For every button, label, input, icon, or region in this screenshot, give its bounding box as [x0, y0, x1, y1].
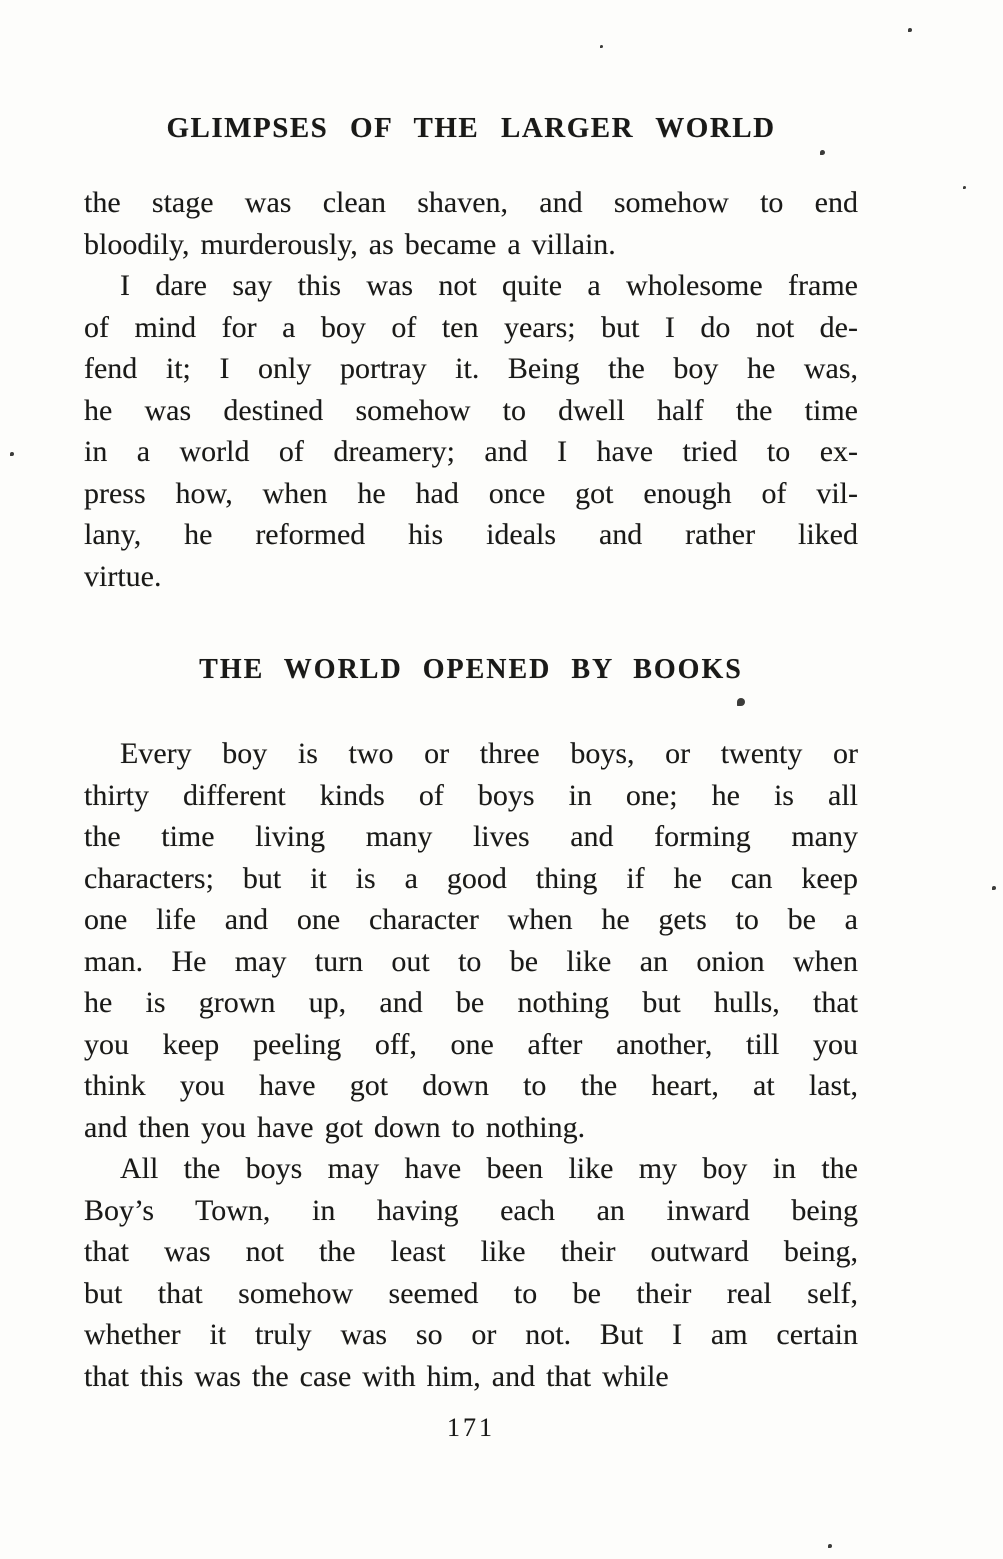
- text-line: one life and one character when he gets to be a: [84, 903, 858, 936]
- ink-speck: [963, 186, 966, 189]
- ink-speck: [737, 698, 745, 706]
- text-line: thirty different kinds of boys in one; he is all: [84, 778, 858, 812]
- text-line: and then you have got down to nothing.: [84, 1110, 586, 1144]
- text-line: he was destined somehow to dwell half the time: [84, 393, 858, 427]
- text-line: characters; but it is a good thing if he can keep: [84, 861, 858, 895]
- text-line: bloodily, murderously, as became a villain.: [84, 227, 616, 261]
- text-line: whether it truly was so or not. But I am certain: [84, 1318, 858, 1351]
- ink-speck: [992, 886, 996, 890]
- paragraph: [84, 265, 858, 597]
- text-line: in a world of dreamery; and I have tried to ex-: [84, 435, 858, 468]
- section-heading: THE WORLD OPENED BY BOOKS: [199, 654, 743, 685]
- ink-speck: [908, 28, 912, 32]
- text-line: virtue.: [84, 559, 162, 593]
- ink-speck: [820, 150, 825, 155]
- page-number: 171: [447, 1413, 495, 1442]
- text-column: [84, 108, 858, 1443]
- text-line: Every boy is two or three boys, or twenty or: [120, 737, 858, 770]
- text-line: press how, when he had once got enough of vil-: [84, 476, 858, 510]
- ink-speck: [828, 1544, 832, 1548]
- paragraph: [84, 1148, 858, 1397]
- paragraph: [84, 733, 858, 1148]
- paragraph: [84, 182, 858, 265]
- text-line: lany, he reformed his ideals and rather liked: [84, 518, 858, 551]
- body-text: [84, 182, 858, 1397]
- text-line: that this was the case with him, and that while: [84, 1359, 669, 1393]
- text-line: fend it; I only portray it. Being the boy he was,: [84, 352, 858, 385]
- text-line: that was not the least like their outward being,: [84, 1235, 858, 1268]
- text-line: of mind for a boy of ten years; but I do not de-: [84, 310, 858, 344]
- text-line: the time living many lives and forming many: [84, 820, 858, 853]
- ink-speck: [600, 45, 603, 48]
- text-line: think you have got down to the heart, at last,: [84, 1069, 858, 1102]
- text-line: All the boys may have been like my boy in the: [120, 1152, 858, 1185]
- text-line: I dare say this was not quite a wholesome frame: [120, 269, 858, 302]
- text-line: man. He may turn out to be like an onion when: [84, 944, 858, 978]
- text-line: the stage was clean shaven, and somehow to end: [84, 186, 858, 219]
- text-line: he is grown up, and be nothing but hulls, that: [84, 986, 858, 1019]
- running-head: GLIMPSES OF THE LARGER WORLD: [166, 112, 776, 144]
- text-line: Boy’s Town, in having each an inward being: [84, 1193, 858, 1227]
- text-line: you keep peeling off, one after another, till you: [84, 1027, 858, 1061]
- ink-speck: [10, 452, 14, 456]
- text-line: but that somehow seemed to be their real self,: [84, 1276, 858, 1310]
